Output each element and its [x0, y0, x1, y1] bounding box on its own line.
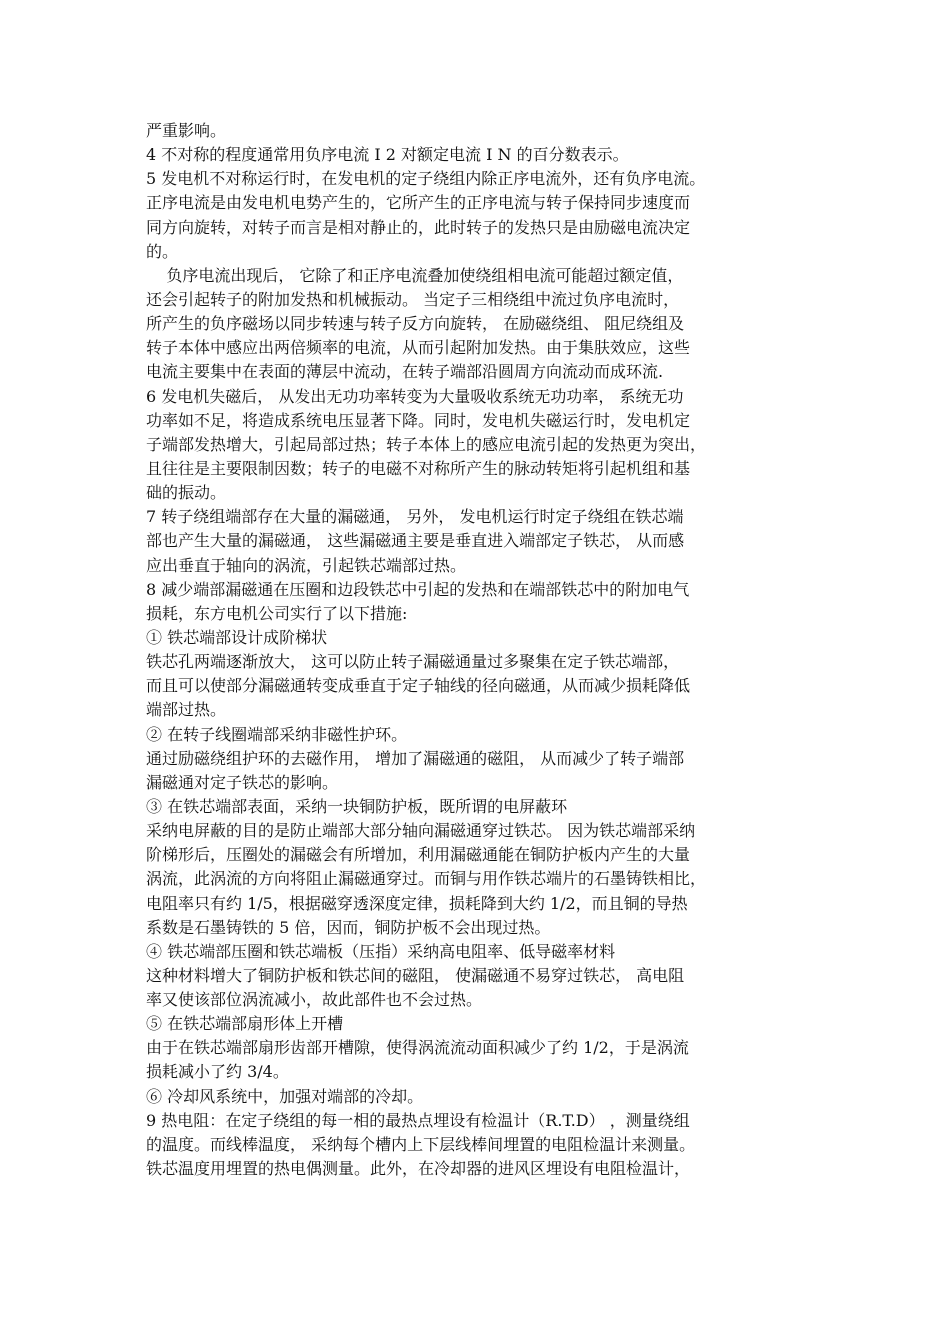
- text-line: 负序电流出现后， 它除了和正序电流叠加使绕组相电流可能超过额定值，: [146, 265, 684, 285]
- text-line: 子端部发热增大，引起局部过热；转子本体上的感应电流引起的发热更为突出，: [146, 434, 707, 454]
- text-line: 这种材料增大了铜防护板和铁芯间的磁阻， 使漏磁通不易穿过铁芯， 高电阻: [146, 965, 685, 985]
- text-line: 4 不对称的程度通常用负序电流 I 2 对额定电流 I N 的百分数表示。: [146, 145, 629, 165]
- text-line: 8 减少端部漏磁通在压圈和边段铁芯中引起的发热和在端部铁芯中的附加电气: [146, 579, 690, 599]
- text-line: 功率如不足，将造成系统电压显著下降。同时，发电机失磁运行时，发电机定: [146, 410, 691, 430]
- text-line: 同方向旋转，对转子而言是相对静止的，此时转子的发热只是由励磁电流决定: [146, 217, 691, 237]
- text-line: 的温度。而线棒温度， 采纳每个槽内上下层线棒间埋置的电阻检温计来测量。: [146, 1134, 696, 1154]
- text-line: ② 在转子线圈端部采纳非磁性护环。: [146, 724, 408, 744]
- text-line: 电流主要集中在表面的薄层中流动，在转子端部沿圆周方向流动而成环流.: [146, 362, 664, 382]
- text-line: 础的振动。: [146, 483, 227, 503]
- text-line: 阶梯形后，压圈处的漏磁会有所增加，利用漏磁通能在铜防护板内产生的大量: [146, 845, 691, 865]
- text-line: ⑤ 在铁芯端部扇形体上开槽: [146, 1014, 344, 1034]
- text-line: 应出垂直于轴向的涡流，引起铁芯端部过热。: [146, 555, 467, 575]
- text-line: ④ 铁芯端部压圈和铁芯端板（压指）采纳高电阻率、低导磁率材料: [146, 941, 616, 961]
- text-line: 转子本体中感应出两倍频率的电流，从而引起附加发热。由于集肤效应，这些: [146, 338, 691, 358]
- text-line: ⑥ 冷却风系统中，加强对端部的冷却。: [146, 1086, 424, 1106]
- text-line: 6 发电机失磁后， 从发出无功功率转变为大量吸收系统无功功率， 系统无功: [146, 386, 684, 406]
- text-line: 损耗减小了约 3/4。: [146, 1062, 289, 1082]
- text-line: 系数是石墨铸铁的 5 倍，因而，铜防护板不会出现过热。: [146, 917, 551, 937]
- text-line: 由于在铁芯端部扇形齿部开槽隙，使得涡流流动面积减少了约 1/2，于是涡流: [146, 1038, 689, 1058]
- text-line: 正序电流是由发电机电势产生的，它所产生的正序电流与转子保持同步速度而: [146, 193, 691, 213]
- text-line: 7 转子绕组端部存在大量的漏磁通， 另外， 发电机运行时定子绕组在铁芯端: [146, 507, 684, 527]
- text-line: 损耗，东方电机公司实行了以下措施:: [146, 603, 408, 623]
- text-line: 且往往是主要限制因数；转子的电磁不对称所产生的脉动转矩将引起机组和基: [146, 458, 691, 478]
- text-line: 严重影响。: [146, 121, 227, 140]
- text-line: 漏磁通对定子铁芯的影响。: [146, 772, 339, 792]
- text-line: 的。: [146, 241, 179, 261]
- text-line: 端部过热。: [146, 700, 227, 720]
- text-line: 5 发电机不对称运行时，在发电机的定子绕组内除正序电流外，还有负序电流。: [146, 169, 706, 189]
- text-line: 率又使该部位涡流减小，故此部件也不会过热。: [146, 990, 483, 1010]
- text-line: 还会引起转子的附加发热和机械振动。 当定子三相绕组中流过负序电流时，: [146, 289, 680, 309]
- text-line: 9 热电阻：在定子绕组的每一相的最热点埋设有检温计（R.T.D） ，测量绕组: [146, 1110, 690, 1130]
- text-line: 铁芯温度用埋置的热电偶测量。此外，在冷却器的进风区埋设有电阻检温计，: [146, 1159, 691, 1179]
- text-line: ③ 在铁芯端部表面，采纳一块铜防护板，既所谓的电屏蔽环: [146, 796, 568, 816]
- text-line: 采纳电屏蔽的目的是防止端部大部分轴向漏磁通穿过铁芯。 因为铁芯端部采纳: [146, 821, 696, 841]
- text-line: 铁芯孔两端逐渐放大， 这可以防止转子漏磁通量过多聚集在定子铁芯端部，: [146, 652, 680, 672]
- text-line: 而且可以使部分漏磁通转变成垂直于定子轴线的径向磁通，从而减少损耗降低: [146, 676, 691, 696]
- text-line: 通过励磁绕组护环的去磁作用， 增加了漏磁通的磁阻， 从而减少了转子端部: [146, 748, 685, 768]
- text-line: 涡流，此涡流的方向将阻止漏磁通穿过。而铜与用作铁芯端片的石墨铸铁相比，: [146, 869, 707, 889]
- text-line: 所产生的负序磁场以同步转速与转子反方向旋转， 在励磁绕组、 阻尼绕组及: [146, 314, 685, 334]
- text-line: ① 铁芯端部设计成阶梯状: [146, 627, 328, 647]
- document-body: [146, 119, 822, 1181]
- text-line: 电阻率只有约 1/5，根据磁穿透深度定律，损耗降到大约 1/2，而且铜的导热: [146, 893, 688, 913]
- text-line: 部也产生大量的漏磁通， 这些漏磁通主要是垂直进入端部定子铁芯， 从而感: [146, 531, 685, 551]
